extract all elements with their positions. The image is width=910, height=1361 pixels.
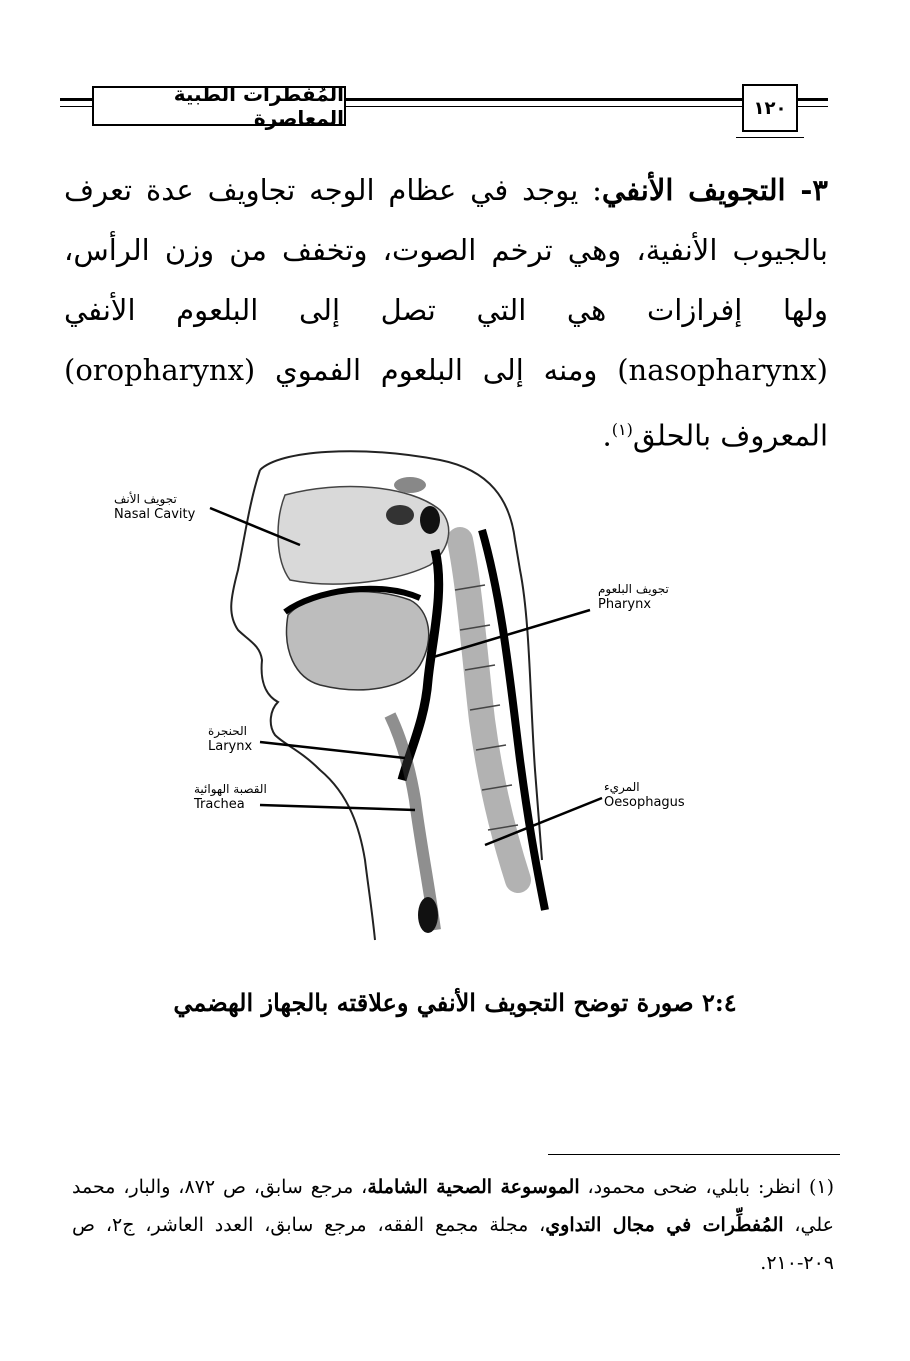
footnote-title-2: المُفطِّرات في مجال التداوي <box>545 1214 784 1236</box>
head-sagittal-illustration <box>110 440 750 950</box>
footnote-rule <box>548 1154 840 1155</box>
label-pharynx-en: Pharynx <box>598 597 652 612</box>
label-oesophagus <box>604 780 685 810</box>
page-number: ١٢٠ <box>753 97 787 119</box>
label-nasal-cavity-en: Nasal Cavity <box>114 507 196 522</box>
footnote-marker: (١) <box>808 1176 834 1198</box>
label-larynx-en: Larynx <box>208 739 253 754</box>
label-oesophagus-ar: المريء <box>604 780 640 794</box>
label-larynx-ar: الحنجرة <box>208 724 248 738</box>
section-heading: ٣- التجويف الأنفي <box>601 173 828 207</box>
footnote-title-1: الموسوعة الصحية الشاملة <box>367 1176 580 1198</box>
figure-caption: ٢:٤ صورة توضح التجويف الأنفي وعلاقته بالجهاز الهضمي <box>173 988 737 1017</box>
paragraph-end: . <box>602 418 612 453</box>
label-pharynx <box>598 582 669 612</box>
book-title: المُفطرات الطبية المعاصرة <box>173 82 344 130</box>
label-nasal-cavity-ar: تجويف الأنف <box>114 492 177 506</box>
label-trachea-ar: القصبة الهوائية <box>194 782 267 796</box>
header-rule-right <box>796 98 826 107</box>
anatomy-figure <box>110 440 750 950</box>
label-larynx <box>208 724 252 754</box>
page-number-box <box>742 84 798 132</box>
body-paragraph <box>64 160 828 466</box>
footnote-reference[interactable]: (١) <box>611 420 633 439</box>
label-trachea <box>194 782 267 812</box>
label-trachea-en: Trachea <box>194 797 245 812</box>
running-header-title <box>92 82 346 130</box>
label-oesophagus-en: Oesophagus <box>604 795 685 810</box>
footnote-text-1: انظر: بابلي، ضحى محمود، <box>579 1176 802 1198</box>
paragraph-text: : يوجد في عظام الوجه تجاويف عدة تعرف بالجيوب الأنفية، وهي ترخم الصوت، وتخفف من وزن الرأس، ولها إفرازات هي التي تصل إلى البلعوم الأنفي (nasopharynx) ومنه إلى البلعوم الفموي (oropharynx) المعروف بالحلق <box>64 173 828 453</box>
footnote <box>72 1168 834 1282</box>
footnote-text-2: ، مرجع سابق، ص ٨٧٢، والبار، محمد علي، <box>72 1176 834 1236</box>
label-nasal-cavity <box>114 492 195 522</box>
footnote-text-3: ، مجلة مجمع الفقه، مرجع سابق، العدد العاشر، ج٢، ص ٢٠٩-٢١٠. <box>72 1214 834 1274</box>
label-pharynx-ar: تجويف البلعوم <box>598 582 669 596</box>
